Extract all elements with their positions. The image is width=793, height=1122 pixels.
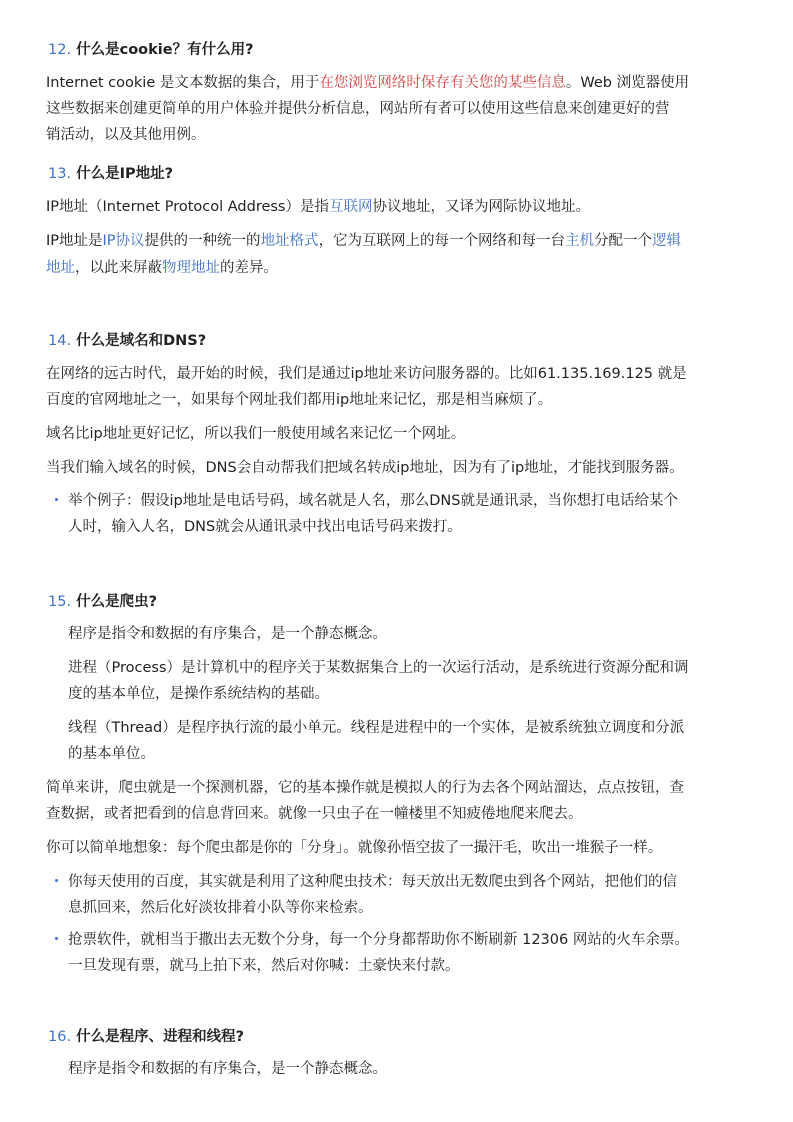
q15-number: 15. [48, 594, 72, 610]
q12-number: 12. [48, 42, 72, 58]
q12-paragraph-line1 [46, 71, 689, 92]
q13-text: 的差异。 [220, 260, 278, 276]
q13-text: IP地址是 [46, 233, 103, 249]
q13-paragraph2-line1 [46, 229, 681, 250]
q14-bullet1-line2: 人时，输入人名，DNS就会从通讯录中找出电话号码来拨打。 [68, 519, 462, 535]
q15-paragraph3-line2: 的基本单位。 [68, 746, 155, 762]
link-ip-protocol[interactable]: IP协议 [102, 233, 145, 249]
q13-text: ，以此来屏蔽 [75, 260, 162, 276]
q15-paragraph1: 程序是指令和数据的有序集合，是一个静态概念。 [68, 626, 387, 642]
q15-paragraph2-line2: 度的基本单位，是操作系统结构的基础。 [68, 686, 329, 702]
link-physical-address[interactable]: 物理地址 [162, 260, 220, 276]
q14-paragraph1-line2: 百度的官网地址之一，如果每个网址我们都用ip地址来记忆，那是相当麻烦了。 [46, 392, 553, 408]
link-logical-address[interactable]: 逻辑 [652, 233, 682, 249]
q12-highlight: 在您浏览网络时保存有关您的某些信息 [319, 75, 566, 91]
q12-text: Internet cookie 是文本数据的集合，用于 [46, 75, 320, 91]
q15-paragraph4-line2: 查数据，或者把看到的信息背回来。就像一只虫子在一幢楼里不知疲倦地爬来爬去。 [46, 806, 583, 822]
q15-paragraph4-line1: 简单来讲，爬虫就是一个探测机器，它的基本操作就是模拟人的行为去各个网站溜达，点点按钮，查 [46, 780, 684, 796]
q15-bullet2-line2: 一旦发现有票，就马上拍下来，然后对你喊：土豪快来付款。 [68, 958, 460, 974]
bullet-dot [55, 879, 58, 882]
q13-paragraph1 [46, 195, 590, 216]
q14-paragraph3: 当我们输入域名的时候，DNS会自动帮我们把域名转成ip地址，因为有了ip地址，才能找到服务器。 [46, 460, 684, 476]
q13-title: 什么是IP地址? [76, 166, 174, 182]
q16-title: 什么是程序、进程和线程? [76, 1029, 245, 1045]
q15-bullet2-line1: 抢票软件，就相当于撒出去无数个分身，每一个分身都帮助你不断刷新 12306 网站的火车余票。 [68, 932, 689, 948]
bullet-dot [55, 937, 58, 940]
q15-paragraph3-line1: 线程（Thread）是程序执行流的最小单元。线程是进程中的一个实体，是被系统独立调度和分派 [68, 720, 685, 736]
q13-text: ，它为互联网上的每一个网络和每一台 [318, 233, 566, 249]
q13-heading [48, 162, 173, 183]
q16-number: 16. [48, 1029, 72, 1045]
q13-text: 提供的一种统一的 [144, 233, 261, 249]
q13-text: 分配一个 [594, 233, 653, 249]
q15-paragraph5: 你可以简单地想象：每个爬虫都是你的「分身」。就像孙悟空拔了一撮汗毛，吹出一堆猴子一样。 [46, 840, 663, 856]
link-address-format[interactable]: 地址格式 [260, 233, 319, 249]
q14-bullet1-line1: 举个例子：假设ip地址是电话号码，域名就是人名，那么DNS就是通讯录，当你想打电话给某个 [68, 493, 678, 509]
q13-paragraph2-line2 [46, 256, 278, 277]
q16-heading [48, 1025, 244, 1046]
q13-number: 13. [48, 166, 72, 182]
q12-paragraph-line2: 这些数据来创建更简单的用户体验并提供分析信息，网站所有者可以使用这些信息来创建更好的营 [46, 101, 670, 117]
q14-title: 什么是域名和DNS? [76, 333, 207, 349]
q14-paragraph2: 域名比ip地址更好记忆，所以我们一般使用域名来记忆一个网址。 [46, 426, 466, 442]
bullet-dot [55, 498, 58, 501]
q15-bullet1-line1: 你每天使用的百度，其实就是利用了这种爬虫技术：每天放出无数爬虫到各个网站，把他们的信 [68, 874, 677, 890]
link-logical-address[interactable]: 地址 [46, 260, 75, 276]
q13-text: 协议地址，又译为网际协议地址。 [372, 199, 590, 215]
q15-paragraph2-line1: 进程（Process）是计算机中的程序关于某数据集合上的一次运行活动，是系统进行资源分配和调 [68, 660, 689, 676]
q13-text: IP地址（Internet Protocol Address）是指 [46, 199, 329, 215]
q12-text: 。Web 浏览器使用 [565, 75, 690, 91]
q12-title: 什么是cookie？有什么用? [76, 42, 254, 58]
q16-paragraph1: 程序是指令和数据的有序集合，是一个静态概念。 [68, 1061, 387, 1077]
q15-heading [48, 590, 157, 611]
link-host[interactable]: 主机 [565, 233, 595, 249]
q12-paragraph-line3: 销活动，以及其他用例。 [46, 127, 206, 143]
q15-title: 什么是爬虫? [76, 594, 158, 610]
q15-bullet1-line2: 息抓回来，然后化好淡妆排着小队等你来检索。 [68, 900, 373, 916]
q14-number: 14. [48, 333, 72, 349]
q14-paragraph1-line1: 在网络的远古时代，最开始的时候，我们是通过ip地址来访问服务器的。比如61.135.169.125 就是 [46, 366, 687, 382]
link-internet[interactable]: 互联网 [329, 199, 373, 215]
q14-heading [48, 329, 206, 350]
q12-heading [48, 38, 254, 59]
